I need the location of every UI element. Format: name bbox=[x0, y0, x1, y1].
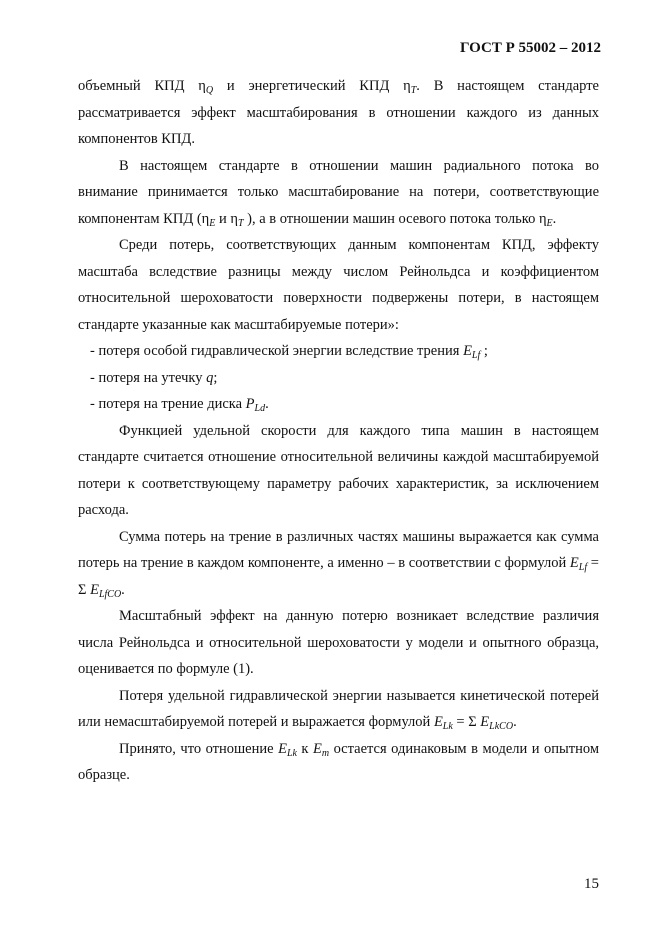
text-run: = Σ bbox=[452, 714, 481, 730]
text-run: и η bbox=[215, 210, 238, 227]
paragraph-6: Масштабный эффект на данную потерю возникает вследствие различия числа Рейнольдса и относительной шероховатости у модели и опытного образца, оценивается по формуле (1). bbox=[78, 608, 599, 677]
document-body bbox=[78, 73, 599, 789]
text-run: . bbox=[121, 581, 125, 598]
paragraph-1 bbox=[78, 73, 599, 153]
variable: E bbox=[569, 555, 579, 571]
subscript: T bbox=[410, 85, 417, 96]
text-run: В настоящем стандарте в отношении машин радиального потока во внимание принимается только масштабирование на потери, соответствующие компонентам КПД (η bbox=[78, 157, 599, 227]
text-run: ), а в отношении машин осевого потока только η bbox=[243, 210, 547, 227]
subscript: m bbox=[321, 747, 330, 759]
text-run: Сумма потерь на трение в различных частях машины выражается как сумма потерь на трение в каждом компоненте, а именно – в соответствии с формулой bbox=[78, 528, 599, 571]
variable: P bbox=[245, 396, 255, 412]
text-run: - потеря на трение диска bbox=[90, 396, 246, 412]
variable: E bbox=[312, 740, 322, 757]
text-run: . bbox=[552, 210, 557, 227]
subscript: LkCO bbox=[489, 721, 514, 732]
page-number: 15 bbox=[584, 876, 599, 892]
text-run: = Σ bbox=[78, 555, 599, 598]
text-run: к bbox=[296, 740, 313, 757]
text-run: - потеря особой гидравлической энергии вследствие трения bbox=[90, 343, 464, 359]
paragraph-4: Функцией удельной скорости для каждого типа машин в настоящем стандарте считается отношение относительной величины каждой масштабируемой потери к соответствующему параметру рабочих характеристик, за исключением расхода. bbox=[78, 422, 599, 518]
subscript: LfCO bbox=[98, 588, 122, 600]
paragraph-2 bbox=[78, 153, 599, 233]
subscript: Ld bbox=[254, 403, 266, 414]
subscript: Lk bbox=[286, 747, 297, 759]
variable: E bbox=[433, 714, 443, 730]
paragraph-8 bbox=[78, 736, 599, 789]
text-run: . bbox=[513, 714, 517, 730]
subscript: Q bbox=[205, 85, 214, 96]
variable: E bbox=[463, 343, 472, 359]
variable: E bbox=[90, 581, 99, 598]
subscript: Lf bbox=[471, 350, 481, 361]
paragraph-7 bbox=[78, 683, 599, 736]
list-item-disk-friction-loss bbox=[78, 391, 599, 418]
standard-header: ГОСТ Р 55002 – 2012 bbox=[459, 40, 601, 56]
text-run: и энергетический КПД η bbox=[213, 78, 411, 94]
text-run: ; bbox=[480, 343, 488, 359]
text-run: Потеря удельной гидравлической энергии называется кинетической потерей или немасштабируемой потерей и выражается формулой bbox=[78, 687, 599, 730]
subscript: Lk bbox=[442, 721, 453, 732]
text-run: Принято, что отношение bbox=[119, 740, 279, 757]
text-run: . bbox=[265, 396, 269, 412]
paragraph-5 bbox=[78, 524, 599, 604]
list-item-friction-loss bbox=[78, 338, 599, 365]
list-item-leakage-loss bbox=[78, 365, 599, 392]
variable: q bbox=[206, 369, 214, 386]
subscript: E bbox=[209, 217, 216, 229]
variable: E bbox=[278, 740, 287, 757]
subscript: T bbox=[237, 217, 244, 229]
subscript: Lf bbox=[578, 562, 588, 573]
text-run: объемный КПД η bbox=[78, 78, 206, 94]
text-run: остается одинаковым в модели и опытном образце. bbox=[78, 740, 600, 783]
text-run: . В настоящем стандарте рассматривается эффект масштабирования в отношении каждого из данных компонентов КПД. bbox=[78, 78, 599, 147]
text-run: ; bbox=[213, 369, 218, 386]
subscript: E bbox=[546, 217, 553, 229]
text-run: - потеря на утечку bbox=[90, 369, 207, 386]
variable: E bbox=[480, 714, 490, 730]
paragraph-3: Среди потерь, соответствующих данным компонентам КПД, эффекту масштаба вследствие разницы между числом Рейнольдса и коэффициентом относительной шероховатости поверхности подвержены потери, в настоящем стандарте указанные как масштабируемые потери»: bbox=[78, 237, 599, 333]
